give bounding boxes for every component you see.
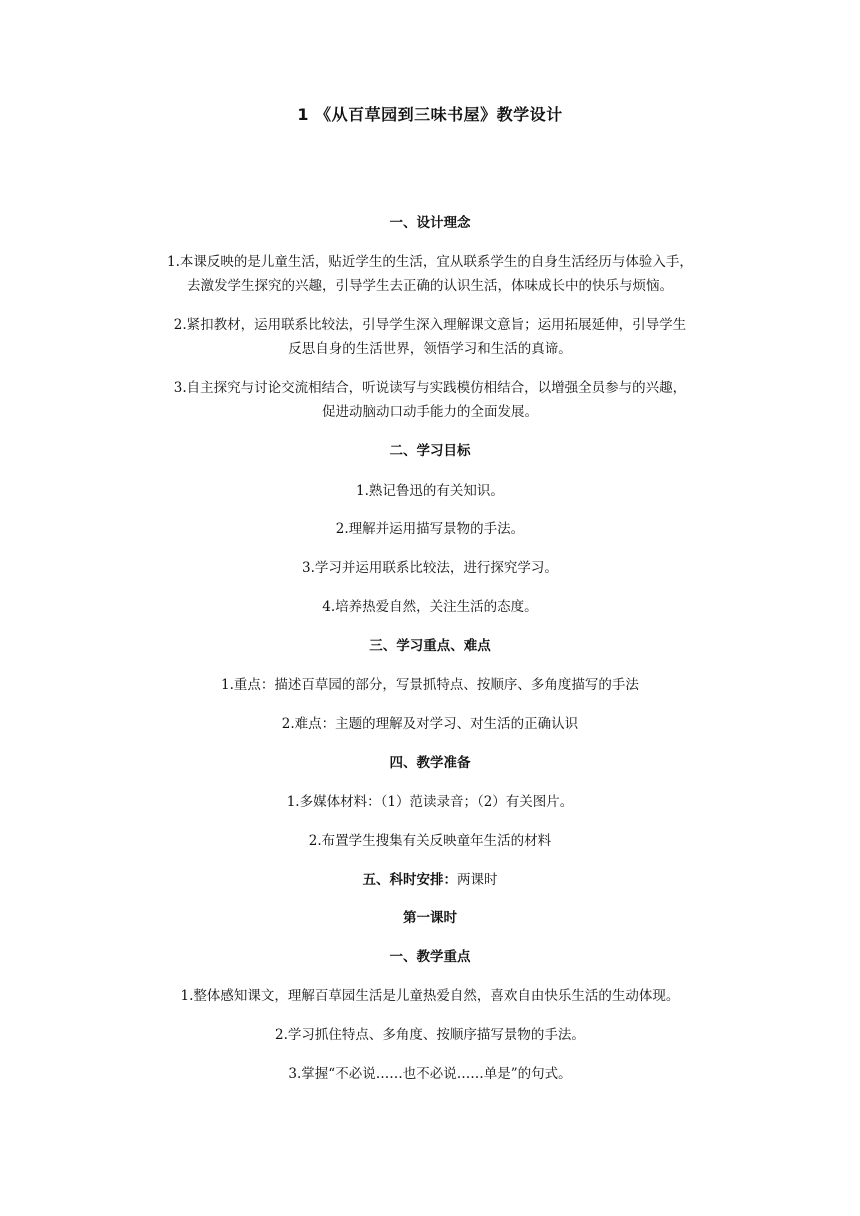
section-heading-learning-goals: 二、学习目标 xyxy=(389,443,471,459)
section-heading-key-points: 三、学习重点、难点 xyxy=(369,638,491,654)
list-item: 2.理解并运用描写景物的手法。 xyxy=(335,521,525,537)
list-item: 1.重点：描述百草园的部分，写景抓特点、按顺序、多角度描写的手法 xyxy=(221,677,639,693)
paragraph-line: 反思自身的生活世界，领悟学习和生活的真谛。 xyxy=(288,341,572,357)
section-heading-schedule xyxy=(0,870,860,890)
paragraph-line: 去激发学生探究的兴趣，引导学生去正确的认识生活，体味成长中的快乐与烦恼。 xyxy=(187,278,673,294)
paragraph-line: 促进动脑动口动手能力的全面发展。 xyxy=(322,404,538,420)
section-heading-teaching-focus: 一、教学重点 xyxy=(389,949,471,965)
document-title: 1 《从百草园到三味书屋》教学设计 xyxy=(297,105,563,124)
list-item: 1.整体感知课文，理解百草园生活是儿童热爱自然，喜欢自由快乐生活的生动体现。 xyxy=(180,988,680,1004)
schedule-value: 两课时 xyxy=(457,872,498,888)
lesson-title: 第一课时 xyxy=(403,910,457,926)
schedule-label: 五、科时安排： xyxy=(362,872,457,888)
list-item: 2.布置学生搜集有关反映童年生活的材料 xyxy=(308,833,552,849)
list-item: 2.难点：主题的理解及对学习、对生活的正确认识 xyxy=(281,716,579,732)
paragraph-line: 1.本课反映的是儿童生活，贴近学生的生活，宜从联系学生的自身生活经历与体验入手， xyxy=(167,254,693,270)
section-heading-design-concept: 一、设计理念 xyxy=(389,215,471,231)
paragraph-line: 3.自主探究与讨论交流相结合，听说读写与实践模仿相结合，以增强全员参与的兴趣， xyxy=(173,380,687,396)
section-heading-preparation: 四、教学准备 xyxy=(389,755,471,771)
list-item: 3.掌握“不必说……也不必说……单是”的句式。 xyxy=(288,1066,572,1082)
list-item: 2.学习抓住特点、多角度、按顺序描写景物的手法。 xyxy=(275,1027,585,1043)
list-item: 4.培养热爱自然，关注生活的态度。 xyxy=(322,599,538,615)
list-item: 1.熟记鲁迅的有关知识。 xyxy=(356,483,504,499)
list-item: 1.多媒体材料：（1）范读录音；（2）有关图片。 xyxy=(286,794,574,810)
list-item: 3.学习并运用联系比较法，进行探究学习。 xyxy=(302,560,558,576)
paragraph-line: 2.紧扣教材，运用联系比较法，引导学生深入理解课文意旨；运用拓展延伸，引导学生 xyxy=(173,317,687,333)
